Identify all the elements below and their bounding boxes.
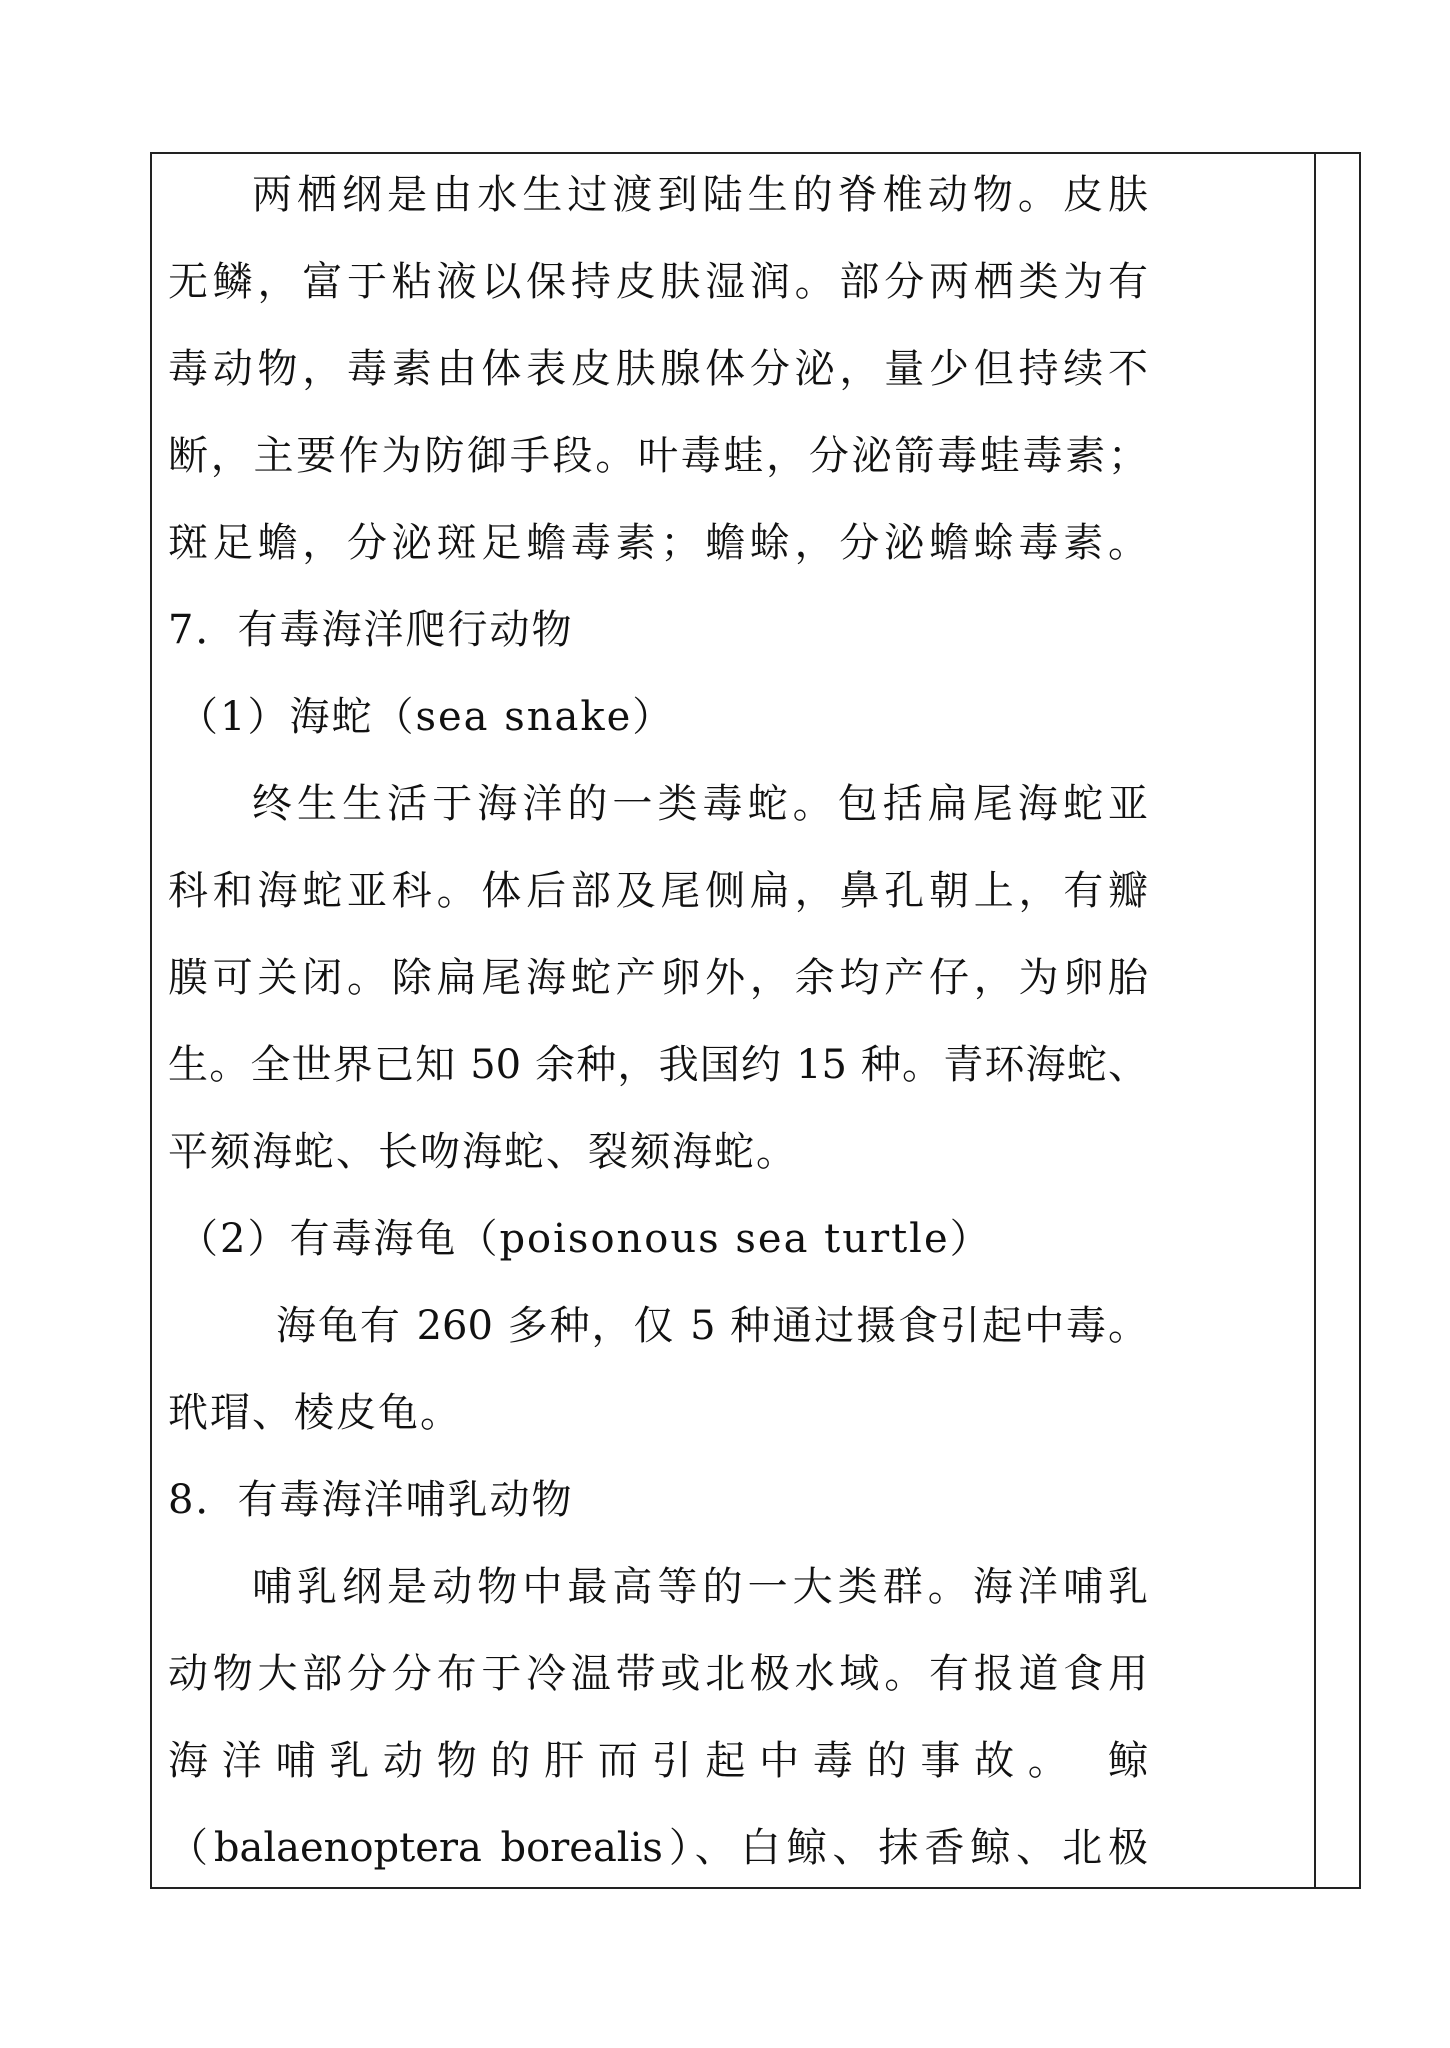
subsection-heading: （1）海蛇（sea snake） (178, 694, 675, 740)
paragraph-line: 科和海蛇亚科。体后部及尾侧扁，鼻孔朝上，有瓣 (168, 868, 1148, 914)
section-heading: 7．有毒海洋爬行动物 (168, 607, 574, 653)
paragraph-line: 海洋哺乳动物的肝而引起中毒的事故。 鲸 (168, 1738, 1148, 1784)
paragraph-line: 动物大部分分布于冷温带或北极水域。有报道食用 (168, 1651, 1148, 1697)
paragraph-line: 毒动物，毒素由体表皮肤腺体分泌，量少但持续不 (168, 346, 1148, 392)
paragraph-line: 无鳞，富于粘液以保持皮肤湿润。部分两栖类为有 (168, 259, 1148, 305)
paragraph-line: 斑足蟾，分泌斑足蟾毒素；蟾蜍，分泌蟾蜍毒素。 (168, 520, 1148, 566)
paragraph-line: 终生生活于海洋的一类毒蛇。包括扁尾海蛇亚 (252, 781, 1148, 827)
paragraph-line: 平颏海蛇、长吻海蛇、裂颏海蛇。 (168, 1129, 798, 1175)
paragraph-line: 生。全世界已知 50 余种，我国约 15 种。青环海蛇、 (168, 1042, 1148, 1088)
paragraph-line: 断，主要作为防御手段。叶毒蛙，分泌箭毒蛙毒素； (168, 433, 1148, 479)
paragraph-line: 玳瑁、棱皮龟。 (168, 1390, 462, 1436)
paragraph-line: 海龟有 260 多种，仅 5 种通过摄食引起中毒。 (276, 1303, 1148, 1349)
subsection-heading: （2）有毒海龟（poisonous sea turtle） (178, 1216, 992, 1262)
paragraph-line: 哺乳纲是动物中最高等的一大类群。海洋哺乳 (252, 1564, 1148, 1610)
column-divider (1314, 154, 1316, 1887)
section-heading: 8．有毒海洋哺乳动物 (168, 1477, 574, 1523)
paragraph-line: 两栖纲是由水生过渡到陆生的脊椎动物。皮肤 (252, 172, 1148, 218)
paragraph-line: 膜可关闭。除扁尾海蛇产卵外，余均产仔，为卵胎 (168, 955, 1148, 1001)
paragraph-line: （balaenoptera borealis）、白鲸、抹香鲸、北极 (168, 1825, 1148, 1871)
